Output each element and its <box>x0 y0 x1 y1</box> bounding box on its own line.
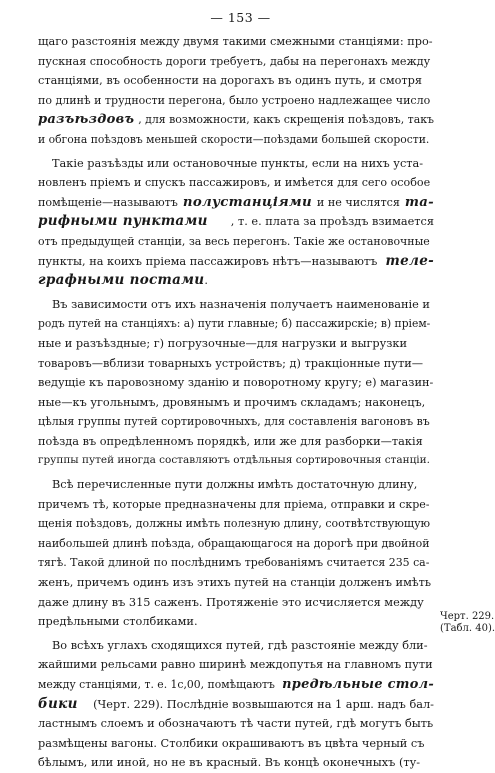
text-line <box>38 354 434 374</box>
emphasis-ta: та- <box>404 194 434 210</box>
text-line <box>38 753 434 773</box>
line-text: ведущіе къ паровозному зданію и поворотному кругу; е) магазин- <box>38 376 434 390</box>
text-line <box>38 475 434 495</box>
text-line <box>38 412 434 432</box>
line-text: щаго разстоянія между двумя такими смежными станціями: про- <box>38 35 433 48</box>
text-line <box>38 314 434 334</box>
text-line <box>38 91 434 111</box>
text-line <box>38 110 434 130</box>
emphasis-tele: теле- <box>385 252 434 269</box>
line-text-mid: и не числятся <box>313 195 404 209</box>
text-line <box>38 71 434 91</box>
text-line <box>38 334 434 354</box>
text-line <box>38 232 434 252</box>
line-text: щенія поѣздовъ, должны имѣть полезную длину, соотвѣтствующую <box>38 517 431 531</box>
line-text: товаровъ—вблизи товарныхъ устройствъ; д) тракціонные пути— <box>38 356 424 370</box>
text-line <box>38 695 434 715</box>
text-line <box>38 534 434 554</box>
text-line <box>38 593 434 613</box>
line-text: даже длину въ 315 саженъ. Протяженіе это исчисляется между <box>38 595 424 609</box>
text-line <box>38 154 434 174</box>
text-line <box>38 52 434 72</box>
line-text: пускная способность дороги требуетъ, дабы на перегонахъ между <box>38 54 431 68</box>
text-body <box>38 32 434 773</box>
line-text: бѣлымъ, или иной, но не въ красный. Въ концѣ оконечныхъ (ту- <box>38 756 421 770</box>
text-line <box>38 373 434 393</box>
line-text-head: помѣщеніе—называютъ <box>38 195 182 209</box>
line-text-head: между станціями, т. е. 1с,00, помѣщаютъ <box>38 678 279 691</box>
text-line <box>38 295 434 315</box>
line-text: новленъ пріемъ и спускъ пассажировъ, и имѣется для сего особое <box>38 176 431 190</box>
line-text: станціями, въ особенности на дорогахъ въ одинъ путь, и смотря <box>38 74 423 88</box>
line-text: Такіе разъѣзды или остановочные пункты, если на нихъ уста- <box>52 156 424 170</box>
margin-note-chert: Черт. 229. <box>440 611 495 622</box>
paragraph-2 <box>38 154 434 291</box>
line-text: отъ предыдущей станціи, за весь перегонъ. Такіе же остановочные <box>38 234 430 248</box>
text-line <box>38 734 434 754</box>
line-text: группы путей иногда составляютъ отдѣльныя сортировочныя станціи. <box>38 454 430 467</box>
line-text: по длинѣ и трудности перегона, было устроено надлежащее число <box>38 93 431 107</box>
line-text: тягѣ. Такой длиной по послѣднимъ требованіямъ считается 235 са- <box>38 556 430 570</box>
line-text: и обгона поѣздовъ меньшей скорости—поѣздами большей скорости. <box>38 132 430 146</box>
emphasis-razezdov: разъѣздовъ <box>38 112 135 128</box>
text-line <box>38 130 434 150</box>
line-text: причемъ тѣ, которые предназначены для пріема, отправки и скре- <box>38 497 430 511</box>
text-line <box>38 636 434 656</box>
emphasis-grafnymi-postami: графными постами <box>38 272 205 289</box>
line-text: ные и разъѣздные; г) погрузочные—для нагрузки и выгрузки <box>38 336 408 350</box>
paragraph-5 <box>38 636 434 773</box>
text-line <box>38 573 434 593</box>
line-text-tail: (Черт. 229). Послѣдніе возвышаются на 1 арш. надъ бал- <box>89 697 434 711</box>
line-text: наибольшей длинѣ поѣзда, обращающагося на дорогѣ при двойной <box>38 536 430 550</box>
text-line <box>38 432 434 452</box>
line-text: ластнымъ слоемъ и обозначаютъ тѣ части путей, гдѣ могутъ быть <box>38 717 434 731</box>
paragraph-1 <box>38 32 434 150</box>
text-line <box>38 193 434 213</box>
text-line <box>38 514 434 534</box>
text-line <box>38 451 434 471</box>
paragraph-3 <box>38 295 434 471</box>
line-text: женъ, причемъ одинъ изъ этихъ путей на станціи долженъ имѣть <box>38 576 432 590</box>
line-text: цѣлыя группы путей сортировочныхъ, для составленія вагоновъ въ <box>38 415 430 429</box>
line-text: Въ зависимости отъ ихъ назначенія получаетъ наименованіе и <box>52 297 430 311</box>
text-line <box>38 173 434 193</box>
line-text: Всѣ перечисленные пути должны имѣть достаточную длину, <box>52 478 418 492</box>
text-line <box>38 655 434 675</box>
text-line <box>38 212 434 232</box>
page-number: — 153 — <box>210 10 271 25</box>
text-line <box>38 612 434 632</box>
line-text: Во всѣхъ углахъ сходящихся путей, гдѣ разстояніе между бли- <box>52 638 428 652</box>
text-line <box>38 714 434 734</box>
line-text-tail: , т. е. плата за проѣздъ взимается <box>230 215 434 229</box>
line-text: ные—къ угольнымъ, дровянымъ и прочимъ складамъ; наконецъ, <box>38 395 426 409</box>
line-text: жайшими рельсами равно ширинѣ междопутья на главномъ пути <box>38 658 433 672</box>
text-line <box>38 271 434 291</box>
text-line <box>38 495 434 515</box>
text-line <box>38 553 434 573</box>
emphasis-polustanciyami: полустанціями <box>182 194 312 210</box>
emphasis-biki: бики <box>38 695 78 712</box>
text-line <box>38 32 434 52</box>
line-text-head: пункты, на коихъ пріема пассажировъ нѣтъ—называютъ <box>38 254 381 268</box>
line-text: предѣльными столбиками. <box>38 615 198 629</box>
line-text: родъ путей на станціяхъ: а) пути главные; б) пассажирскіе; в) пріем- <box>38 317 431 331</box>
emphasis-rifnymi-punktami: рифными пунктами <box>38 213 208 230</box>
margin-note-tabl: (Табл. 40). <box>440 623 495 634</box>
line-text-tail: , для возможности, какъ скрещенія поѣздовъ, такъ <box>138 113 434 127</box>
line-text: размѣщены вагоны. Столбики окрашиваютъ въ цвѣта черный съ <box>38 736 425 750</box>
line-text-tail: . <box>204 274 208 288</box>
paragraph-4 <box>38 475 434 632</box>
line-text: поѣзда въ опредѣленномъ порядкѣ, или же для разборки—такія <box>38 434 423 448</box>
text-line <box>38 675 434 695</box>
text-line <box>38 393 434 413</box>
text-line <box>38 252 434 272</box>
emphasis-predelnye-stol: предѣльные стол- <box>282 677 434 692</box>
